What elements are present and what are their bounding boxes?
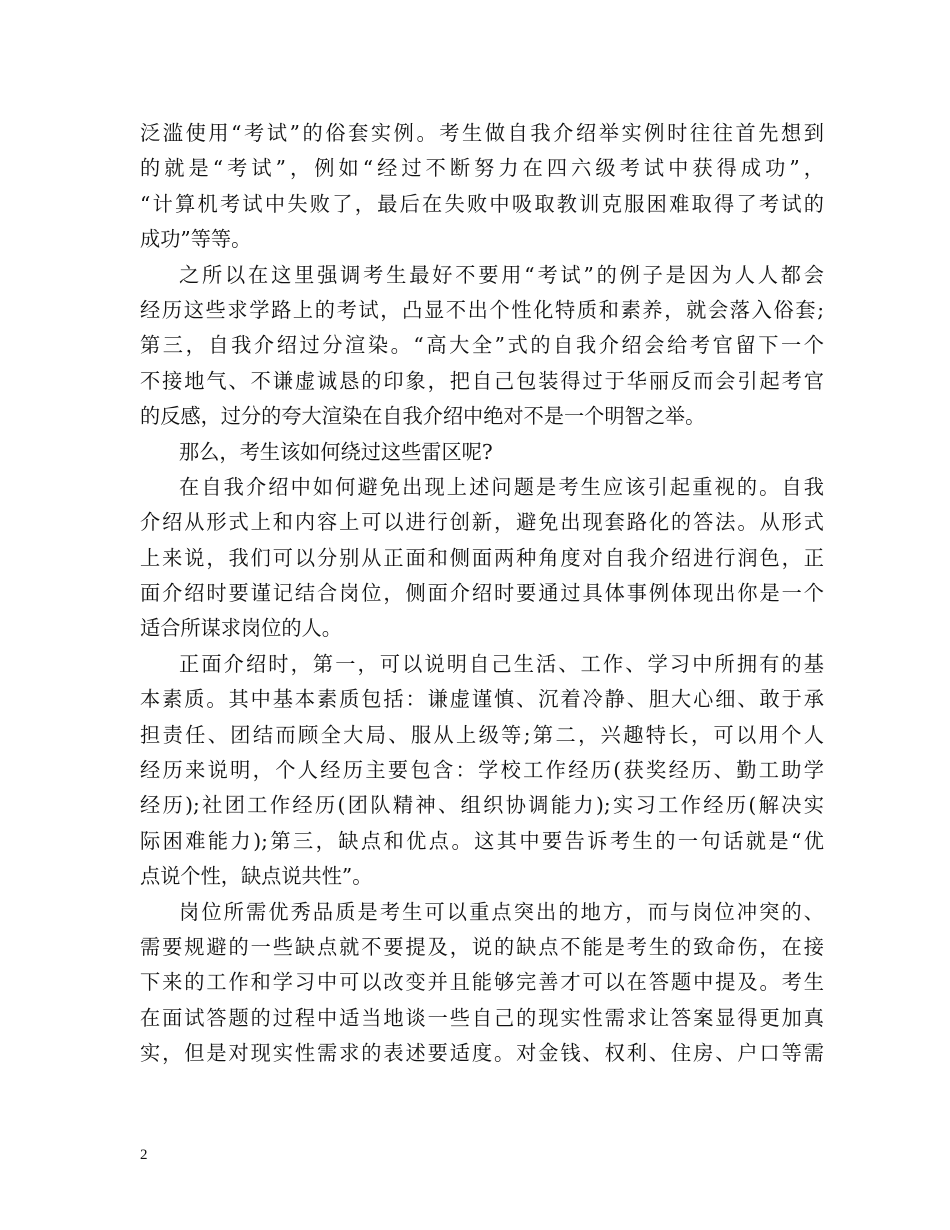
- paragraph-2: [140, 258, 824, 435]
- text-line: 不接地气、不谦虚诚恳的印象，把自己包装得过于华丽反而会引起考官: [140, 368, 824, 393]
- text-line: 经历这些求学路上的考试，凸显不出个性化特质和素养，就会落入俗套;: [140, 297, 824, 322]
- text-line: 经历);社团工作经历(团队精神、组织协调能力);实习工作经历(解决实: [140, 793, 824, 818]
- text-line: 下来的工作和学习中可以改变并且能够完善才可以在答题中提及。考生: [140, 970, 824, 995]
- text-line: 点说个性，缺点说共性”。: [140, 864, 373, 889]
- text-line: 适合所谋求岗位的人。: [140, 616, 342, 641]
- page-number: 2: [140, 1147, 148, 1163]
- text-line: 的反感，过分的夸大渲染在自我介绍中绝对不是一个明智之举。: [140, 404, 706, 429]
- text-line: 担责任、团结而顾全大局、服从上级等;第二，兴趣特长，可以用个人: [140, 722, 824, 747]
- text-line: 那么，考生该如何绕过这些雷区呢?: [179, 439, 493, 464]
- text-line: 需要规避的一些缺点就不要提及，说的缺点不能是考生的致命伤，在接: [140, 934, 824, 959]
- paragraph-4: [140, 470, 824, 647]
- text-line: 正面介绍时，第一，可以说明自己生活、工作、学习中所拥有的基: [179, 651, 824, 676]
- body-text: [140, 116, 824, 1072]
- text-line: 本素质。其中基本素质包括：谦虚谨慎、沉着冷静、胆大心细、敢于承: [140, 687, 824, 712]
- text-line: 在面试答题的过程中适当地谈一些自己的现实性需求让答案显得更加真: [140, 1005, 824, 1030]
- text-line: 介绍从形式上和内容上可以进行创新，避免出现套路化的答法。从形式: [140, 510, 824, 535]
- paragraph-3: [140, 435, 824, 470]
- text-line: 经历来说明，个人经历主要包含：学校工作经历(获奖经历、勤工助学: [140, 758, 824, 783]
- text-line: 成功”等等。: [140, 227, 252, 252]
- text-line: 实，但是对现实性需求的表述要适度。对金钱、权利、住房、户口等需: [140, 1041, 824, 1066]
- paragraph-1: [140, 116, 824, 258]
- text-line: 岗位所需优秀品质是考生可以重点突出的地方，而与岗位冲突的、: [179, 899, 824, 924]
- paragraph-5: [140, 647, 824, 895]
- text-line: 在自我介绍中如何避免出现上述问题是考生应该引起重视的。自我: [179, 474, 824, 499]
- text-line: “计算机考试中失败了，最后在失败中吸取教训克服困难取得了考试的: [140, 191, 824, 216]
- paragraph-6: [140, 895, 824, 1072]
- text-line: 的就是“考试”，例如“经过不断努力在四六级考试中获得成功”，: [140, 156, 824, 181]
- text-line: 面介绍时要谨记结合岗位，侧面介绍时要通过具体事例体现出你是一个: [140, 581, 824, 606]
- text-line: 第三，自我介绍过分渲染。“高大全”式的自我介绍会给考官留下一个: [140, 333, 824, 358]
- text-line: 泛滥使用“考试”的俗套实例。考生做自我介绍举实例时往往首先想到: [140, 121, 824, 145]
- text-line: 上来说，我们可以分别从正面和侧面两种角度对自我介绍进行润色，正: [140, 545, 824, 570]
- text-line: 际困难能力);第三，缺点和优点。这其中要告诉考生的一句话就是“优: [140, 828, 824, 853]
- text-line: 之所以在这里强调考生最好不要用“考试”的例子是因为人人都会: [179, 262, 824, 287]
